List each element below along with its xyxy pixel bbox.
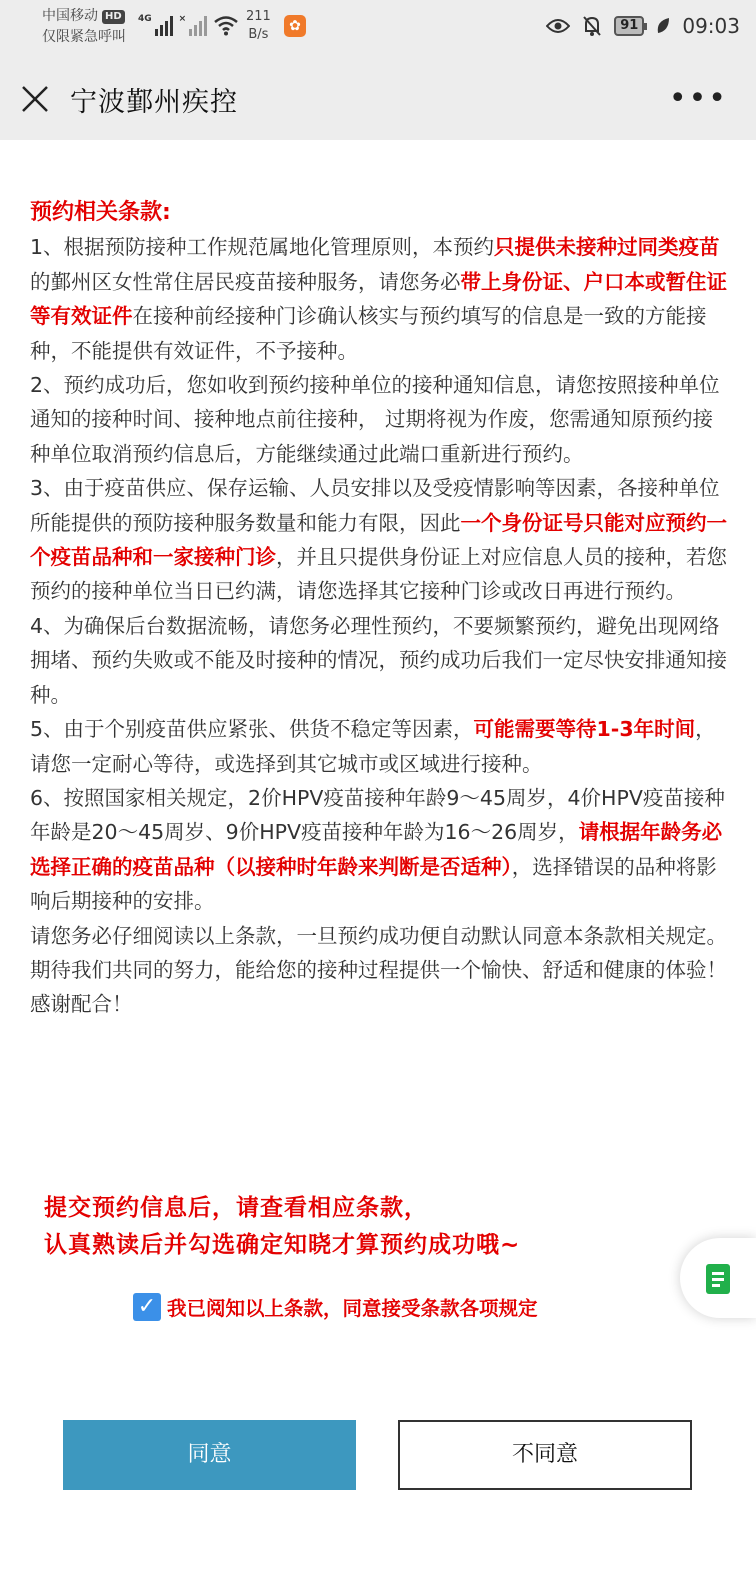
terms-title: 预约相关条款: — [30, 200, 171, 225]
notice-line-1: 提交预约信息后，请查看相应条款， — [44, 1195, 428, 1221]
network-type-label: 4G — [138, 14, 152, 24]
submission-notice — [44, 1190, 704, 1264]
title-bar — [0, 58, 756, 140]
no-sim-mark: × — [178, 14, 187, 24]
mute-bell-icon — [582, 15, 602, 37]
eye-icon — [546, 18, 570, 34]
emergency-only-text: 仅限紧急呼叫 — [42, 29, 126, 45]
terms-1-text-c: 在接种前经接种门诊确认核实与预约填写的信息是一致的方能接种，不能提供有效证件，不予接种。 — [30, 304, 707, 363]
leaf-icon — [656, 17, 670, 35]
terms-1-text-b: 的鄞州区女性常住居民疫苗接种服务，请您务必 — [30, 269, 461, 294]
signal-icon-2 — [189, 14, 207, 36]
notice-line-2: 认真熟读后并勾选确定知晓才算预约成功哦~ — [44, 1232, 521, 1258]
terms-item-1 — [30, 230, 730, 368]
terms-5-text-b: ，请您一定耐心等待，或选择到其它城市或区域进行接种。 — [30, 717, 716, 776]
terms-item-3 — [30, 471, 730, 609]
terms-6-text-b: ，选择错误的品种将影响后期接种的安排。 — [30, 854, 717, 914]
agree-button[interactable]: 同意 — [63, 1420, 356, 1490]
terms-1-highlight-b: 带上身份证、户口本或暂住证等有效证件 — [30, 269, 727, 329]
terms-item-2: 2、预约成功后，您如收到预约接种单位的接种通知信息，请您按照接种单位通知的接种时间、接种地点前往接种， 过期将视为作废，您需通知原预约接种单位取消预约信息后，方能继续通过此端口重新进行预约。 — [30, 373, 720, 466]
hd-badge: HD — [102, 10, 125, 24]
agreement-label[interactable]: 我已阅知以上条款，同意接受条款各项规定 — [167, 1297, 538, 1320]
terms-item-5 — [30, 712, 730, 781]
more-icon[interactable]: ••• — [668, 81, 728, 116]
signal-icon — [155, 14, 173, 36]
close-icon[interactable] — [18, 82, 52, 116]
terms-1-highlight-a: 只提供未接种过同类疫苗 — [494, 235, 720, 260]
terms-closing: 请您务必仔细阅读以上条款，一旦预约成功便自动默认同意本条款相关规定。期待我们共同的努力，能给您的接种过程提供一个愉快、舒适和健康的体验！感谢配合！ — [30, 923, 727, 1017]
terms-3-text-a: 3、由于疫苗供应、保存运输、人员安排以及受疫情影响等因素，各接种单位所能提供的预防接种服务数量和能力有限，因此 — [30, 476, 720, 535]
network-speed — [246, 8, 271, 44]
signal-group — [138, 14, 239, 36]
terms-5-text-a: 5、由于个别疫苗供应紧张、供货不稳定等因素， — [30, 717, 474, 742]
terms-6-text-a: 6、按照国家相关规定，2价HPV疫苗接种年龄9～45周岁，4价HPV疫苗接种年龄是20～45周岁、9价HPV疫苗接种年龄为16～26周岁， — [30, 785, 725, 845]
battery-icon: 91 — [614, 16, 644, 36]
carrier-name: 中国移动 — [42, 8, 98, 24]
speed-value: 211 — [246, 9, 271, 24]
terms-3-text-b: ，并且只提供身份证上对应信息人员的接种，若您预约的接种单位当日已约满，请您选择其它接种门诊或改日再进行预约。 — [30, 545, 727, 604]
terms-6-highlight: 请根据年龄务必选择正确的疫苗品种（以接种时年龄来判断是否适种） — [30, 820, 723, 879]
status-bar — [0, 0, 756, 58]
agreement-checkbox[interactable]: ✓ — [133, 1293, 161, 1321]
wifi-icon — [213, 14, 239, 36]
terms-3-highlight: 一个身份证号只能对应预约一个疫苗品种和一家接种门诊 — [30, 510, 727, 570]
terms-item-4: 4、为确保后台数据流畅，请您务必理性预约，不要频繁预约，避免出现网络拥堵、预约失败或不能及时接种的情况，预约成功后我们一定尽快安排通知接种。 — [30, 613, 727, 707]
disagree-button[interactable]: 不同意 — [398, 1420, 692, 1490]
app-notification-icon: ✿ — [284, 15, 306, 37]
agreement-row[interactable] — [133, 1293, 538, 1321]
status-right — [546, 14, 740, 38]
clock: 09:03 — [682, 14, 740, 38]
terms-5-highlight: 可能需要等待1-3年时间 — [473, 717, 696, 742]
terms-item-6 — [30, 781, 730, 919]
document-icon — [706, 1264, 730, 1294]
carrier-info — [42, 6, 126, 48]
terms-content — [30, 196, 730, 1022]
floating-note-button[interactable] — [680, 1238, 756, 1318]
page-title: 宁波鄞州疾控 — [70, 87, 238, 118]
speed-unit: B/s — [248, 27, 269, 42]
terms-1-text-a: 1、根据预防接种工作规范属地化管理原则，本预约 — [30, 235, 495, 260]
